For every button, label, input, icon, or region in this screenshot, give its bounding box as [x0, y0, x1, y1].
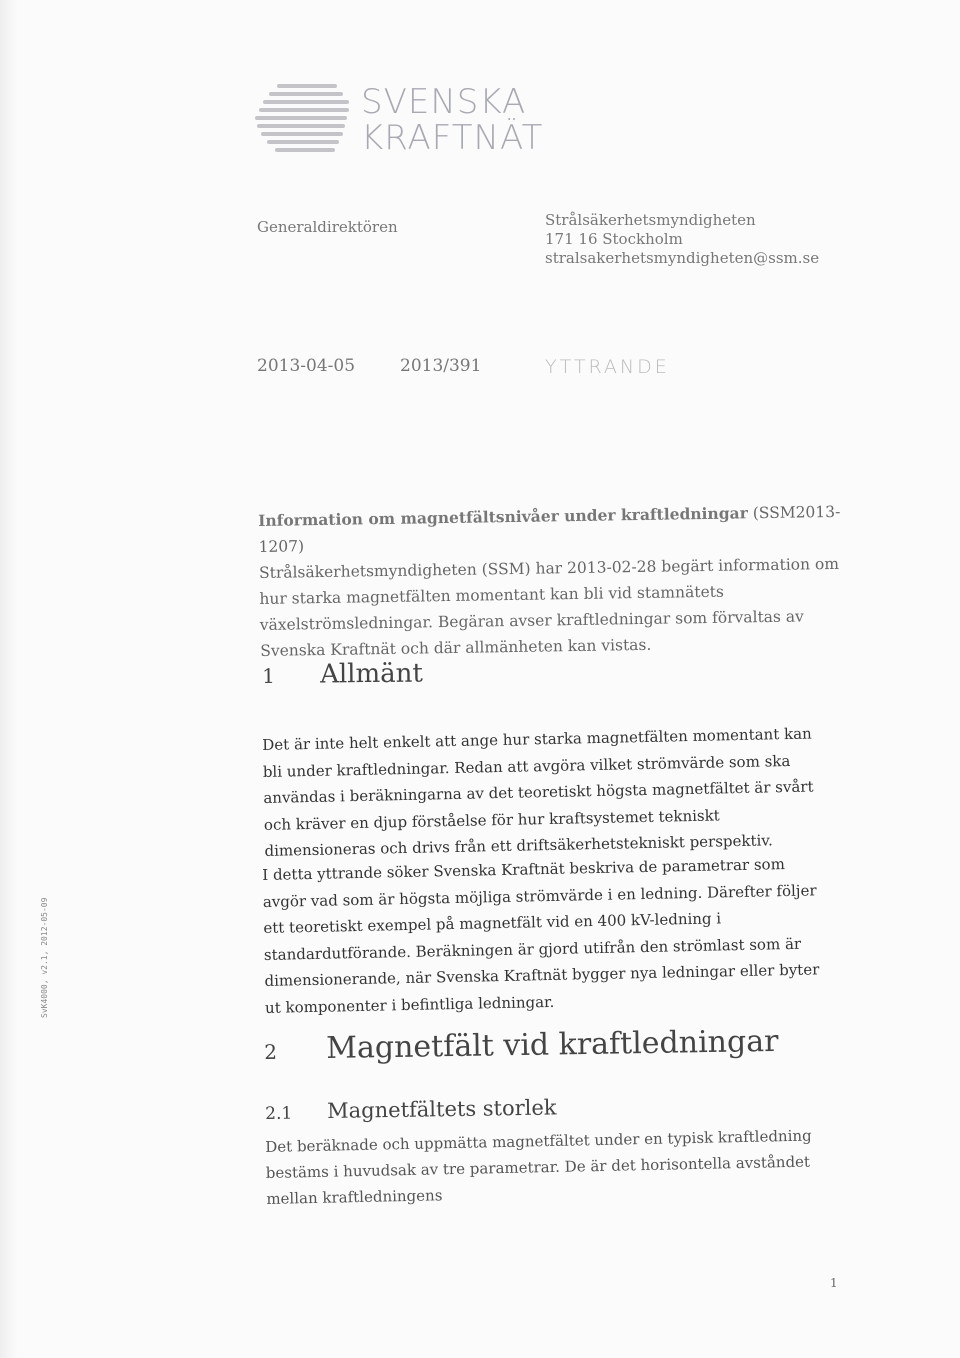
- section-2-number: 2: [264, 1039, 278, 1064]
- section-1-heading: [262, 659, 423, 690]
- intro-title: Information om magnetfältsnivåer under kraftledningar: [258, 503, 748, 530]
- recipient-address: 171 16 Stockholm: [545, 230, 683, 248]
- logo-line-1: SVENSKA: [361, 82, 527, 122]
- section-1-paragraph-2: I detta yttrande söker Svenska Kraftnät beskriva de parametrar som avgör vad som är högsta möjliga strömvärde i en ledning. Därefter följer ett teoretiskt exempel på magnetfält vid en 400 kV-ledning i standardutförande. Beräkningen är gjord utifrån den strömlast som är dimensionerande, när Svenska Kraftnät bygger nya ledningar eller byter ut komponenter i befintliga ledningar.: [262, 855, 820, 1017]
- section-2-heading: [264, 1024, 779, 1067]
- section-2-1-title: Magnetfältets storlek: [326, 1095, 557, 1124]
- logo-lines-icon: [255, 78, 355, 168]
- page-number: 1: [830, 1276, 838, 1290]
- sender: Generaldirektören: [257, 218, 398, 236]
- logo-line-2: KRAFTNÄT: [361, 118, 544, 158]
- section-1-title: Allmänt: [319, 658, 424, 690]
- margin-stamp: [40, 897, 62, 1018]
- svenska-kraftnat-logo: [255, 78, 545, 168]
- recipient-email: stralsakerhetsmyndigheten@ssm.se: [545, 249, 820, 267]
- document-type: YTTRANDE: [545, 356, 670, 378]
- scan-edge-shadow: [0, 0, 18, 1358]
- section-1-paragraph-1: Det är inte helt enkelt att ange hur starka magnetfälten momentant kan bli under kraftledningar. Redan att avgöra vilket strömvärde som ska användas i beräkningarna av det teoretiskt högsta magnetfältet är svårt och kräver en djup förståelse för hur kraftsystemet tekniskt dimensioneras och drivs från ett driftsäkerhetstekniskt perspektiv.: [262, 724, 814, 861]
- document-date: 2013-04-05: [257, 356, 356, 376]
- section-2-1-paragraph: Det beräknade och uppmätta magnetfältet under en typisk kraftledning bestäms i huvudsak av tre parametrar. De är det horisontella avståndet mellan kraftledningens: [265, 1126, 812, 1208]
- intro-block: [258, 499, 860, 664]
- section-1-number: 1: [262, 663, 275, 688]
- recipient-block: [545, 211, 819, 268]
- intro-body: Strålsäkerhetsmyndigheten (SSM) har 2013-02-28 begärt information om hur starka magnetfälten momentant kan bli vid stamnätets växelströmsledningar. Begäran avser kraftledningar som förvaltas av Svenska Kraftnät och där allmänheten kan vistas.: [258, 554, 840, 660]
- margin-stamp-text: SvK4000, v2.1, 2012-05-09: [40, 897, 49, 1018]
- document-reference: 2013/391: [400, 356, 482, 376]
- section-2-1-number: 2.1: [265, 1103, 293, 1124]
- recipient-name: Strålsäkerhetsmyndigheten: [545, 211, 756, 229]
- section-2-1-heading: [265, 1095, 557, 1124]
- intro-title-reference: (SSM2013-1207): [258, 502, 841, 556]
- section-2-title: Magnetfält vid kraftledningar: [325, 1023, 779, 1067]
